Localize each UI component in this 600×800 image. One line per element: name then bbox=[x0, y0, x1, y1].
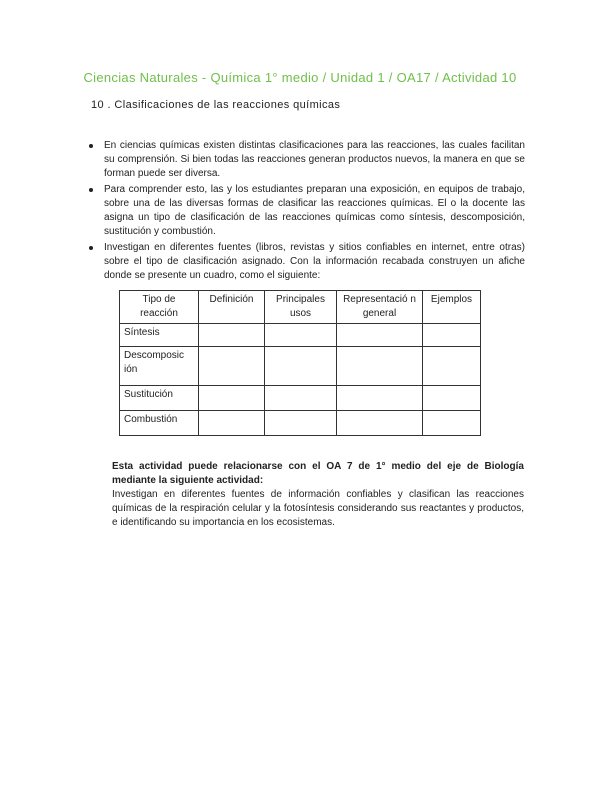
column-header: Ejemplos bbox=[423, 291, 481, 324]
note-body: Investigan en diferentes fuentes de información confiables y clasifican las reacciones químicas de la respiración celular y la fotosíntesis considerando sus reactantes y productos, e identificando su importancia en los ecosistemas. bbox=[112, 489, 524, 528]
table-row bbox=[120, 324, 481, 347]
table-cell bbox=[423, 324, 481, 347]
activity-bullet-list bbox=[89, 139, 525, 285]
list-item bbox=[89, 139, 525, 181]
list-item bbox=[89, 241, 525, 283]
column-header: Representació n general bbox=[337, 291, 423, 324]
bullet-text: Investigan en diferentes fuentes (libros, revistas y sitios confiables en internet, entre otras) sobre el tipo de clasificación asignado. Con la información recabada construyen un afiche donde se presente un cuadro, como el siguiente: bbox=[104, 242, 525, 281]
table-header-row bbox=[120, 291, 481, 324]
table-row bbox=[120, 347, 481, 386]
list-item bbox=[89, 183, 525, 239]
table-cell bbox=[199, 386, 265, 411]
table-cell bbox=[337, 324, 423, 347]
table-cell bbox=[423, 386, 481, 411]
bullet-icon bbox=[89, 144, 93, 148]
bullet-icon bbox=[89, 246, 93, 250]
table-cell bbox=[199, 324, 265, 347]
table-cell bbox=[423, 347, 481, 386]
related-activity-note bbox=[112, 460, 524, 530]
classification-table bbox=[119, 290, 481, 436]
table-row bbox=[120, 411, 481, 436]
section-title: 10 . Clasificaciones de las reacciones químicas bbox=[91, 99, 341, 111]
row-label: Combustión bbox=[120, 411, 199, 436]
table-cell bbox=[337, 347, 423, 386]
table-cell bbox=[265, 386, 337, 411]
column-header: Definición bbox=[199, 291, 265, 324]
row-label: Descomposic ión bbox=[120, 347, 199, 386]
table-cell bbox=[265, 324, 337, 347]
bullet-text: En ciencias químicas existen distintas clasificaciones para las reacciones, las cuales facilitan su comprensión. Si bien todas las reacciones generan productos nuevos, la manera en que se forman puede ser diversa. bbox=[104, 140, 525, 179]
table-cell bbox=[199, 347, 265, 386]
table-cell bbox=[337, 386, 423, 411]
note-heading: Esta actividad puede relacionarse con el OA 7 de 1° medio del eje de Biología mediante la siguiente actividad: bbox=[112, 461, 524, 486]
table-cell bbox=[423, 411, 481, 436]
table-cell bbox=[265, 347, 337, 386]
table-cell bbox=[337, 411, 423, 436]
bullet-icon bbox=[89, 188, 93, 192]
column-header: Tipo de reacción bbox=[120, 291, 199, 324]
column-header: Principales usos bbox=[265, 291, 337, 324]
table-cell bbox=[265, 411, 337, 436]
row-label: Sustitución bbox=[120, 386, 199, 411]
table-row bbox=[120, 386, 481, 411]
row-label: Síntesis bbox=[120, 324, 199, 347]
bullet-text: Para comprender esto, las y los estudiantes preparan una exposición, en equipos de trabajo, sobre una de las diversas formas de clasificar las reacciones químicas. El o la docente las asigna un tipo de clasificación de las reacciones químicas como síntesis, descomposición, sustitución y combustión. bbox=[104, 184, 525, 237]
table-cell bbox=[199, 411, 265, 436]
page-header: Ciencias Naturales - Química 1° medio / Unidad 1 / OA17 / Actividad 10 bbox=[83, 70, 517, 85]
